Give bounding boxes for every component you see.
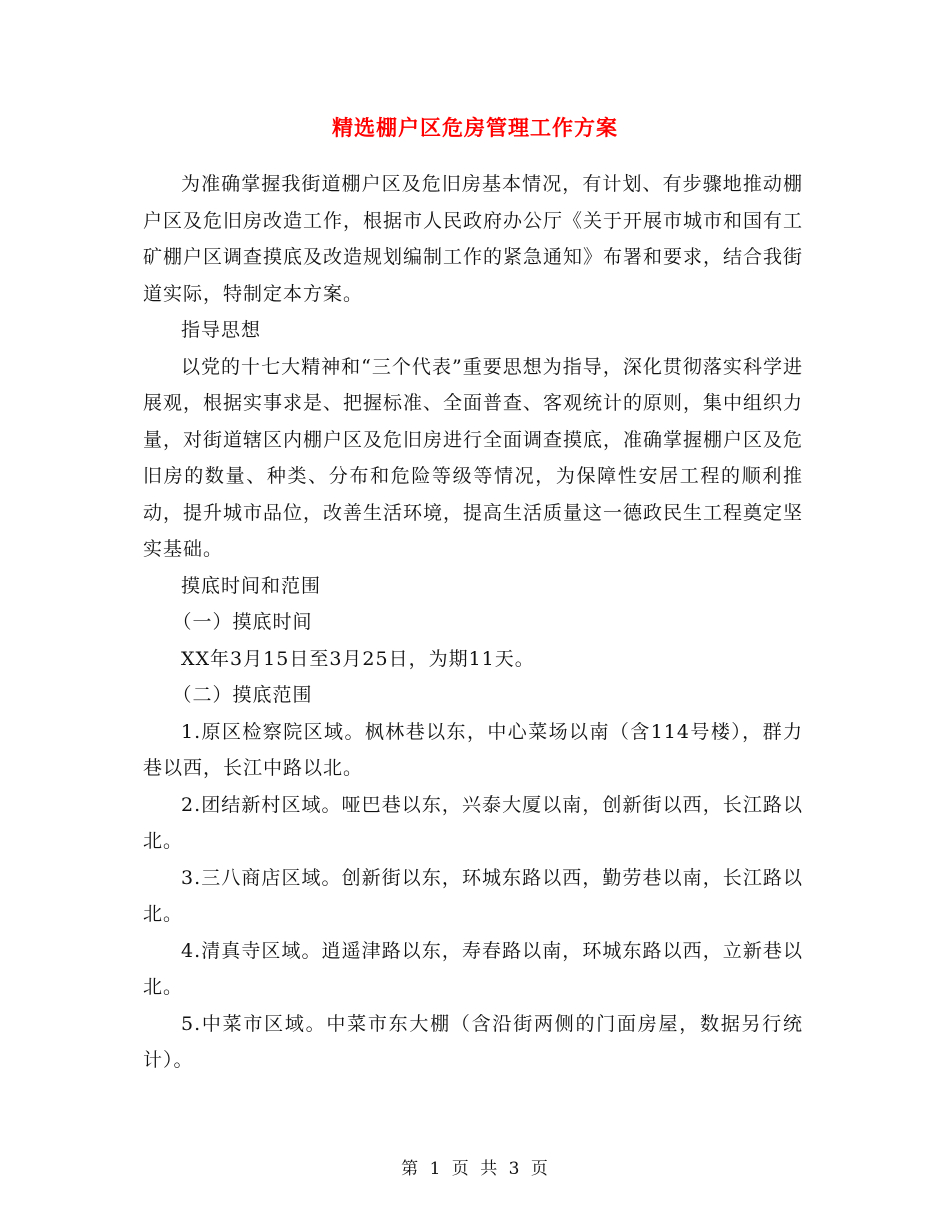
intro-paragraph: 为准确掌握我街道棚户区及危旧房基本情况，有计划、有步骤地推动棚户区及危旧房改造工作，根据市人民政府办公厅《关于开展市城市和国有工矿棚户区调查摸底及改造规划编制工作的紧急通知》布署和要求，结合我街道实际，特制定本方案。 — [143, 173, 804, 305]
page-number-footer: 第 1 页 共 3 页 — [401, 1159, 549, 1179]
scope-item-4: 4.清真寺区域。逍遥津路以东，寿春路以南，环城东路以西，立新巷以北。 — [143, 939, 803, 998]
subheading-survey-time: （一）摸底时间 — [172, 611, 313, 633]
document-title: 精选棚户区危房管理工作方案 — [332, 115, 618, 140]
scope-item-2: 2.团结新村区域。哑巴巷以东，兴泰大厦以南，创新街以西，长江路以北。 — [143, 793, 803, 852]
guiding-ideology-paragraph: 以党的十七大精神和“三个代表”重要思想为指导，深化贯彻落实科学进展观，根据实事求是、把握标准、全面普查、客观统计的原则，集中组织力量，对街道辖区内棚户区及危旧房进行全面调查摸底，准确掌握棚户区及危旧房的数量、种类、分布和危险等级等情况，为保障性安居工程的顺利推动，提升城市品位，改善生活环境，提高生活质量这一德政民生工程奠定坚实基础。 — [143, 355, 804, 560]
scope-item-5: 5.中菜市区域。中菜市东大棚（含沿街两侧的门面房屋，数据另行统计）。 — [143, 1012, 803, 1071]
subheading-survey-scope: （二）摸底范围 — [172, 684, 313, 706]
section-heading-guiding-ideology: 指导思想 — [181, 319, 262, 341]
document-body — [143, 166, 803, 1079]
scope-item-1: 1.原区检察院区域。枫林巷以东，中心菜场以南（含114号楼），群力巷以西，长江中路以北。 — [143, 720, 803, 779]
scope-item-3: 3.三八商店区域。创新街以东，环城东路以西，勤劳巷以南，长江路以北。 — [143, 866, 803, 925]
section-heading-survey-time-scope: 摸底时间和范围 — [181, 574, 322, 597]
survey-time-paragraph: XX年3月15日至3月25日，为期11天。 — [181, 647, 535, 670]
